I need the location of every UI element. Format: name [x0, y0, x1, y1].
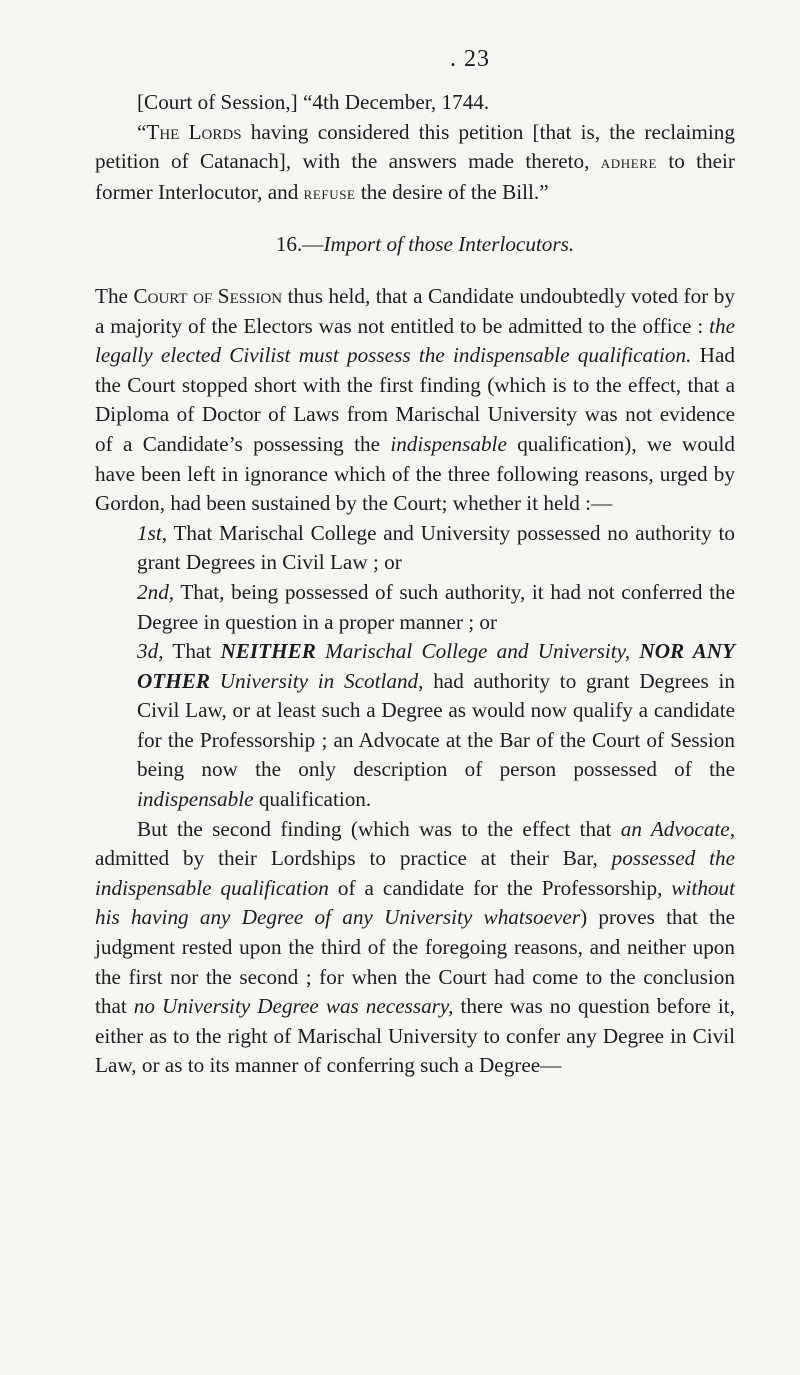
- paragraph-second-finding: But the second finding (which was to the effect that an Advocate, admitted by their Lordships to practice at their Bar, possessed the indispensable qualification of a candidate for the Professorship, without his having any Degree of any University whatsoever) proves that the judgment rested upon the third of the foregoing reasons, and neither upon the first nor the second ; for when the Court had come to the conclusion that no University Degree was necessary, there was no question before it, either as to the right of Marischal University to confer any Degree in Civil Law, or as to its manner of conferring such a Degree—: [95, 816, 735, 1078]
- refuse-word: refuse: [303, 182, 356, 203]
- section-title: Import of those Interlocutors.: [323, 232, 575, 257]
- body-text: [95, 88, 735, 1081]
- reason-3: 3d, That NEITHER Marischal College and University, NOR ANY OTHER University in Scotland, had authority to grant Degrees in Civil Law, or at least such a Degree as would now qualify a candidate for the Professorship ; an Advocate at the Bar of the Court of Session being now the only description of person possessed of the indispensable qualification.: [137, 639, 736, 812]
- section-heading: [95, 230, 735, 260]
- reason-2: 2nd, That, being possessed of such authority, it had not conferred the Degree in question in a proper manner ; or: [137, 579, 735, 634]
- adhere-word: adhere: [600, 152, 658, 173]
- interlocutor-quote: “The Lords having considered this petition [that is, the reclaiming petition of Catanach], with the answers made thereto, adhere to their former Interlocutor, and refuse the desire of the Bill.”: [95, 119, 735, 204]
- paragraph-court-held: The Court of Session thus held, that a Candidate undoubtedly voted for by a majority of the Electors was not entitled to be admitted to the office : the legally elected Civilist must possess the indispensable qualification. Had the Court stopped short with the first finding (which is to the effect, that a Diploma of Doctor of Laws from Marischal University was not evidence of a Candidate’s possessing the indispensable qualification), we would have been left in ignorance which of the three following reasons, urged by Gordon, had been sustained by the Court; whether it held :—: [95, 283, 735, 516]
- court-of-session: Court of Session: [133, 283, 283, 308]
- the-lords: The Lords: [146, 119, 242, 144]
- page-number: . 23: [450, 46, 490, 72]
- reason-1: 1st, That Marischal College and University possessed no authority to grant Degrees in Civil Law ; or: [137, 520, 735, 575]
- section-number: 16.—: [275, 232, 324, 257]
- court-citation: [Court of Session,] “4th December, 1744.: [137, 90, 490, 114]
